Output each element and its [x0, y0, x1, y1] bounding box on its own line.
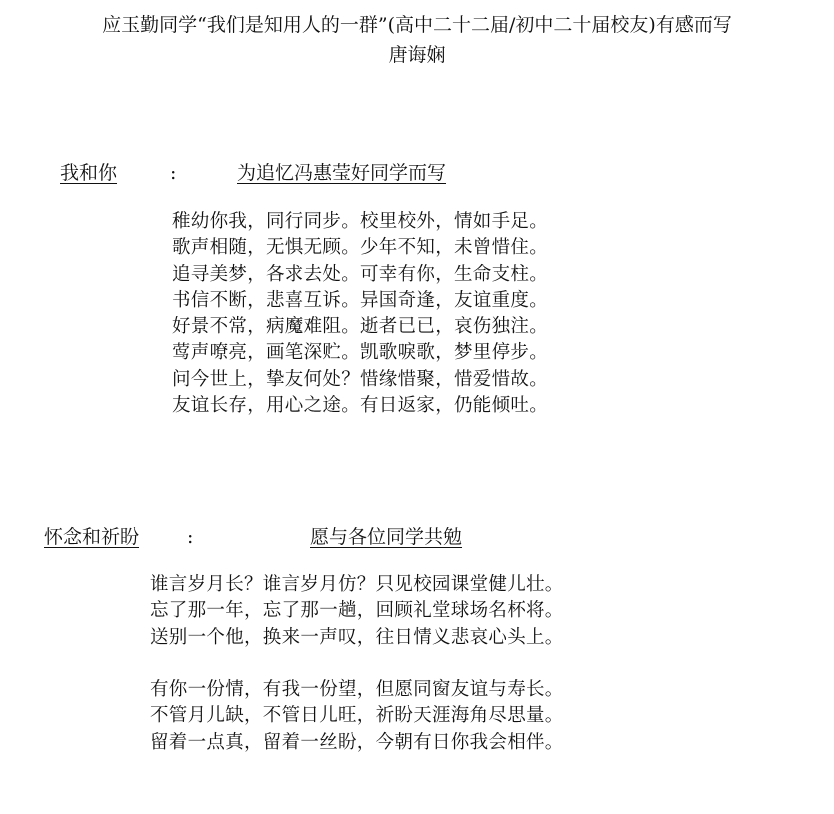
section1-heading: 我和你 [60, 162, 118, 184]
stanza-gap [150, 651, 564, 677]
document-author: 唐诲娴 [388, 44, 446, 66]
poem-line: 送别一个他，换来一声叹，往日情义悲哀心头上。 [150, 626, 564, 648]
poem-line: 歌声相随，无惧无顾。少年不知，未曾惜住。 [172, 237, 549, 259]
poem-line: 不管月儿缺，不管日儿旺，祈盼天涯海角尽思量。 [150, 705, 564, 727]
poem-line: 好景不常，病魔难阻。逝者已已，哀伤独注。 [172, 316, 549, 338]
poem-line: 书信不断，悲喜互诉。异国奇逢，友谊重度。 [172, 289, 549, 311]
section2-heading: 怀念和祈盼 [44, 526, 140, 548]
poem-line: 稚幼你我，同行同步。校里校外，情如手足。 [172, 211, 549, 232]
section1-subtitle: 为追忆冯惠莹好同学而写 [237, 162, 447, 184]
poem-line: 忘了那一年，忘了那一趟，回顾礼堂球场名杯将。 [150, 600, 564, 622]
poem-line: 有你一份情，有我一份望，但愿同窗友谊与寿长。 [150, 679, 564, 701]
section2-poem [150, 572, 564, 756]
poem-line: 追寻美梦，各求去处。可幸有你，生命支柱。 [172, 263, 549, 285]
section2-subtitle: 愿与各位同学共勉 [310, 526, 463, 548]
document-title: 应玉勤同学“我们是知用人的一群”(高中二十二届/初中二十届校友)有感而写 [102, 14, 732, 36]
section1-poem [172, 209, 548, 419]
poem-line: 谁言岁月长？谁言岁月仿？只见校园课堂健儿壮。 [150, 574, 564, 595]
poem-line: 友谊长存，用心之途。有日返家，仍能倾吐。 [172, 395, 549, 417]
section2-colon: : [187, 526, 194, 548]
poem-line: 留着一点真，留着一丝盼，今朝有日你我会相伴。 [150, 731, 564, 753]
poem-line: 莺声嘹亮，画笔深贮。凯歌唳歌，梦里停步。 [172, 342, 549, 364]
poem-line: 问今世上，挚友何处？惜缘惜聚，惜爱惜故。 [172, 368, 549, 390]
section1-colon: : [170, 162, 177, 184]
